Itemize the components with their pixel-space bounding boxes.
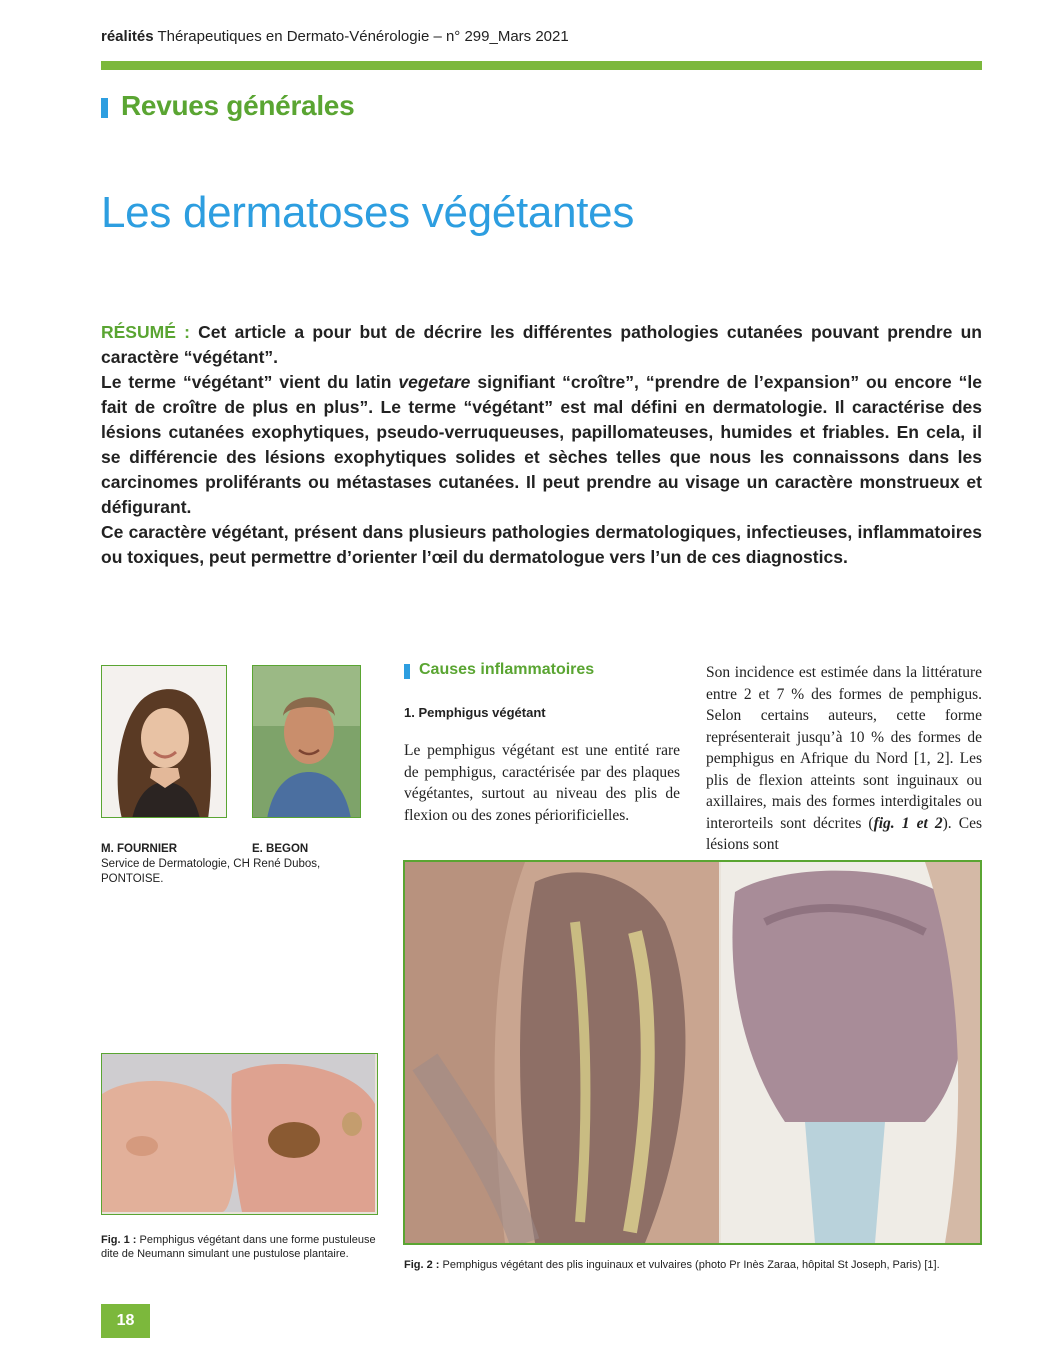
article-title: Les dermatoses végétantes [101,188,635,237]
affiliation-line-1: Service de Dermatologie, CH René Dubos, [101,858,321,870]
page-number: 18 [101,1304,150,1338]
figure-2-text: Pemphigus végétant des plis inguinaux et vulvaires (photo Pr Inès Zaraa, hôpital St Joseph, Paris) [1]. [442,1259,940,1271]
col3-text-b: ). Ces lésions sont [706,814,982,853]
abstract-p1 [101,320,982,370]
section-title: Revues générales [121,90,355,121]
figure-2 [403,860,982,1245]
figure-1-feet-image [102,1054,375,1212]
subsection-heading: Causes inflammatoires [419,661,595,678]
portrait-man-image [253,666,361,818]
abstract-p3: Ce caractère végétant, présent dans plusieurs pathologies dermatologiques, infectieuses, inflammatoires ou toxiques, peut permettre d’orienter l’œil du dermatologue vers l’un de ces diagnostics. [101,522,982,567]
col3-figure-ref: fig. 1 et 2 [873,814,943,832]
figure-1-text: Pemphigus végétant dans une forme pustuleuse dite de Neumann simulant une pustulose plantaire. [101,1234,376,1260]
header-rule [101,61,982,70]
author-affiliation [101,857,361,887]
portrait-woman-image [102,666,227,818]
figure-1 [101,1053,378,1215]
figure-1-label: Fig. 1 : [101,1234,137,1246]
author-photo-begon [252,665,361,818]
affiliation-line-2: PONTOISE. [101,873,164,885]
subsection-marker [404,664,410,679]
abstract-p2-a: Le terme “végétant” vient du latin [101,372,399,392]
author-name-1: M. FOURNIER [101,843,178,855]
body-column-1: Le pemphigus végétant est une entité rare de pemphigus, caractérisée par des plaques végétantes, surtout au niveau des plis de flexion ou des zones périorificielles. [404,742,680,824]
running-header [101,28,569,45]
body-column-2 [706,662,982,856]
abstract-p1-text: Cet article a pour but de décrire les différentes pathologies cutanées pouvant prendre un caractère “végétant”. [101,322,982,367]
abstract-label: RÉSUMÉ : [101,322,190,342]
figure-2-caption [404,1258,984,1272]
col3-text-a: Son incidence est estimée dans la littérature entre 2 et 7 % des formes de pemphigus. Selon certains auteurs, cette forme représenterait jusqu’à 10 % des formes de pemphigus en Afrique du Nord [1, 2]. Les plis de flexion atteints sont inguinaux ou axillaires, mais des formes interdigitales ou interorteils sont décrites ( [706,664,982,832]
figure-2-label: Fig. 2 : [404,1259,440,1271]
author-name-2: E. BEGON [252,843,309,855]
abstract-p2-b: signifiant “croître”, “prendre de l’expansion” ou encore “le fait de croître de plus en plus”. Le terme “végétant” est mal défini en dermatologie. Il caractérise des lésions cutanées exophytiques, pseudo-verruqueuses, papillomateuses, humides et friables. En cela, il se différencie des lésions exophytiques solides et sèches telles que nous les connaissons dans les carcinomes proliférants ou métastases cutanées. Il peut prendre au visage un caractère monstrueux et défigurant. [101,372,983,517]
section-marker [101,98,108,118]
abstract-p2-italic: vegetare [398,372,471,392]
sub-subsection-heading: 1. Pemphigus végétant [404,705,546,720]
author-photo-fournier [101,665,227,818]
journal-brand: réalités [101,28,154,45]
abstract [101,320,982,570]
figure-2-clinical-image [405,862,980,1243]
figure-1-caption [101,1233,378,1261]
journal-issue: Thérapeutiques en Dermato-Vénérologie – n° 299_Mars 2021 [157,28,569,45]
abstract-p2 [101,370,982,520]
